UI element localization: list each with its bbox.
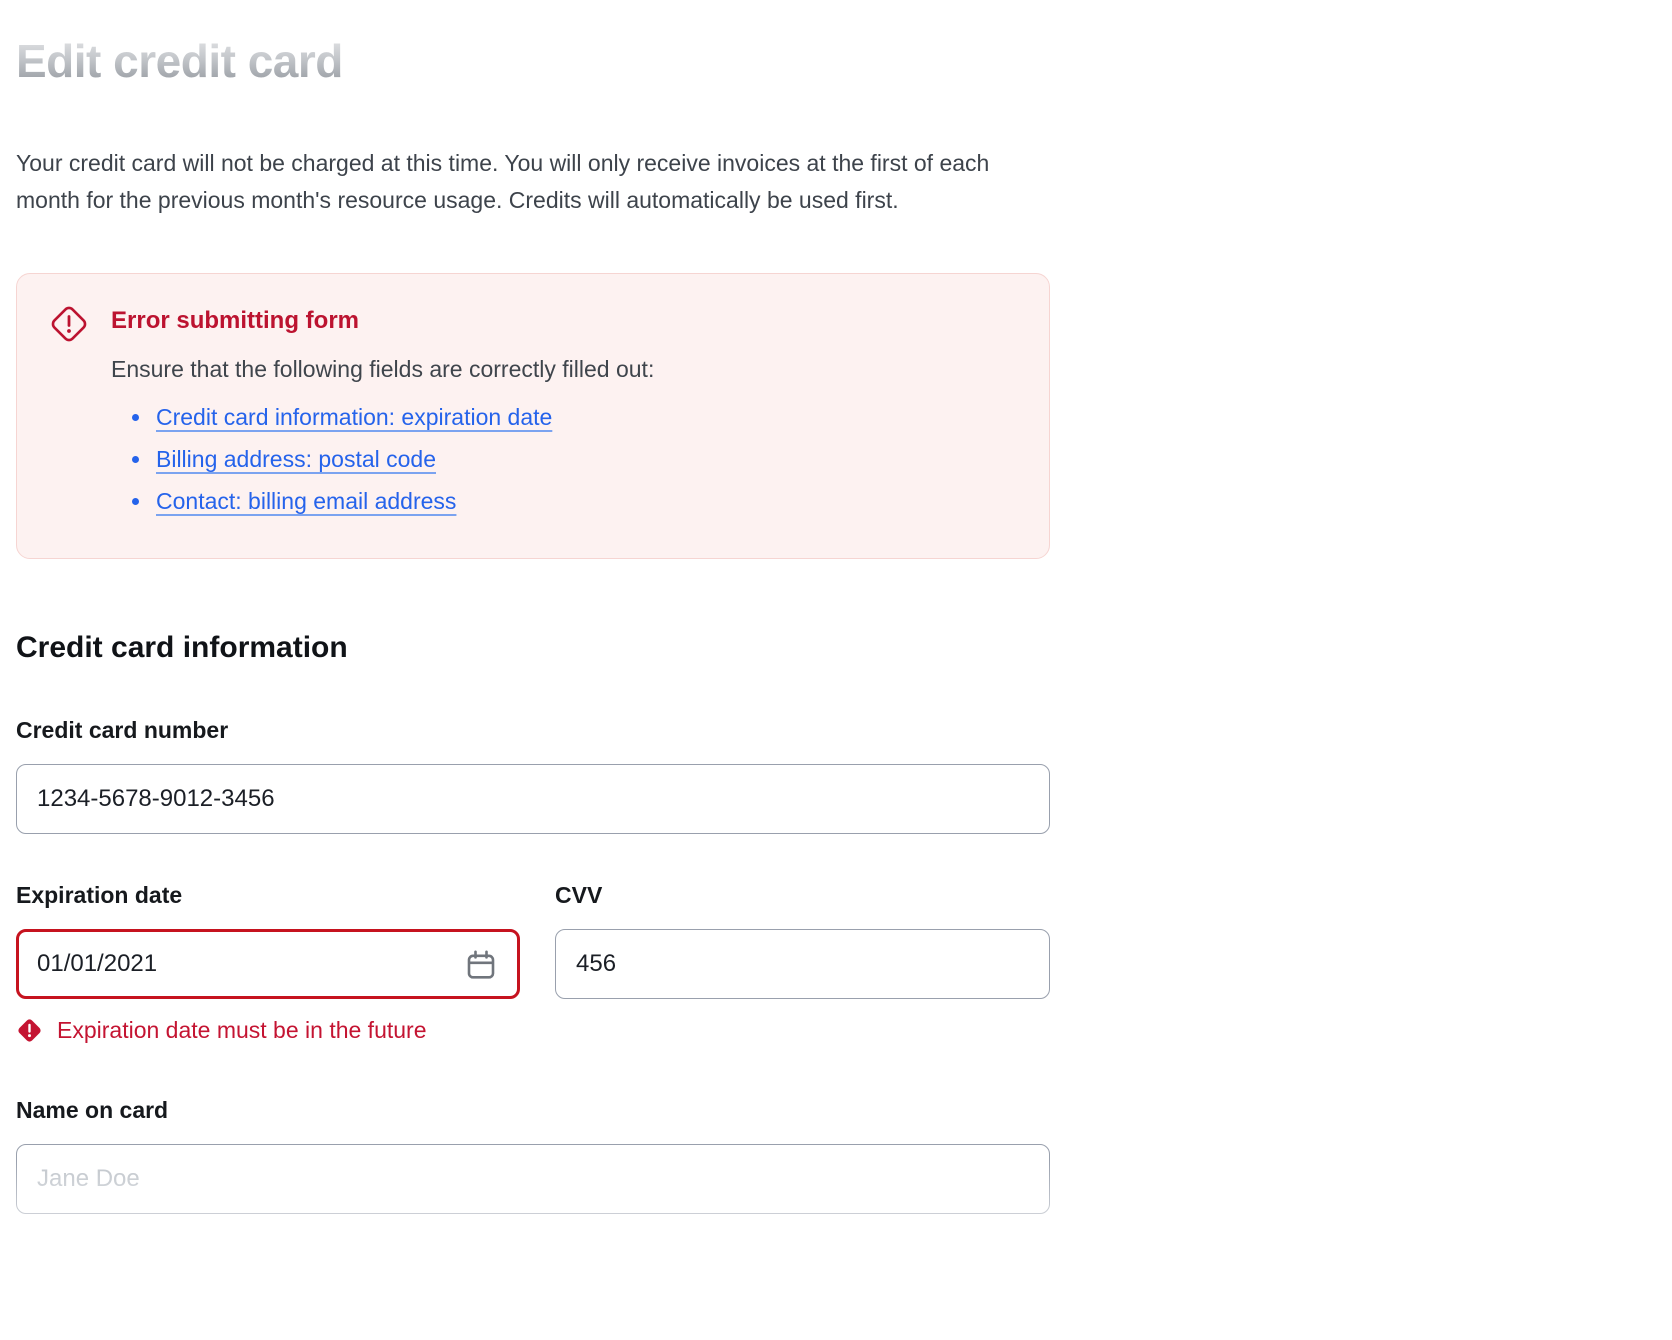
list-item: [111, 440, 654, 482]
section-heading-credit-card-information: Credit card information: [16, 631, 348, 665]
alert-title: Error submitting form: [111, 307, 360, 335]
expiration-label: Expiration date: [16, 882, 183, 909]
card-number-label: Credit card number: [16, 717, 229, 744]
list-item: [111, 482, 654, 524]
alert-body: [111, 306, 654, 524]
diamond-exclamation-filled-icon: [16, 1017, 43, 1044]
card-number-input[interactable]: [16, 764, 1050, 834]
cvv-field-group: [555, 882, 1050, 1045]
cvv-input[interactable]: [555, 929, 1050, 999]
error-link-postal-code[interactable]: Billing address: postal code: [156, 446, 436, 473]
expiration-input-wrap: [16, 929, 520, 999]
error-link-billing-email[interactable]: Contact: billing email address: [156, 488, 457, 515]
name-on-card-field-group: [16, 1097, 1050, 1214]
page-title: Edit credit card: [16, 34, 343, 89]
alert-description: Ensure that the following fields are correctly filled out:: [111, 356, 655, 383]
expiration-error-message-row: [16, 1015, 520, 1045]
name-on-card-input[interactable]: [16, 1144, 1050, 1214]
main-content: [16, 0, 1050, 1214]
expiration-field-group: [16, 882, 520, 1045]
intro-paragraph: Your credit card will not be charged at this time. You will only receive invoices at the first of each month for the previous month's resource usage. Credits will automatically be used first.: [16, 150, 990, 214]
list-item: [111, 398, 654, 440]
diamond-exclamation-outline-icon: [49, 304, 89, 344]
error-link-expiration-date[interactable]: Credit card information: expiration date: [156, 404, 553, 431]
alert-error-link-list: [111, 398, 654, 524]
expiration-error-text: Expiration date must be in the future: [57, 1017, 427, 1044]
name-on-card-label: Name on card: [16, 1097, 169, 1124]
card-number-field-group: [16, 717, 1050, 834]
error-alert: [16, 273, 1050, 559]
expiration-input[interactable]: [16, 929, 520, 999]
expiration-cvv-row: [16, 882, 1050, 1045]
cvv-label: CVV: [555, 882, 603, 909]
